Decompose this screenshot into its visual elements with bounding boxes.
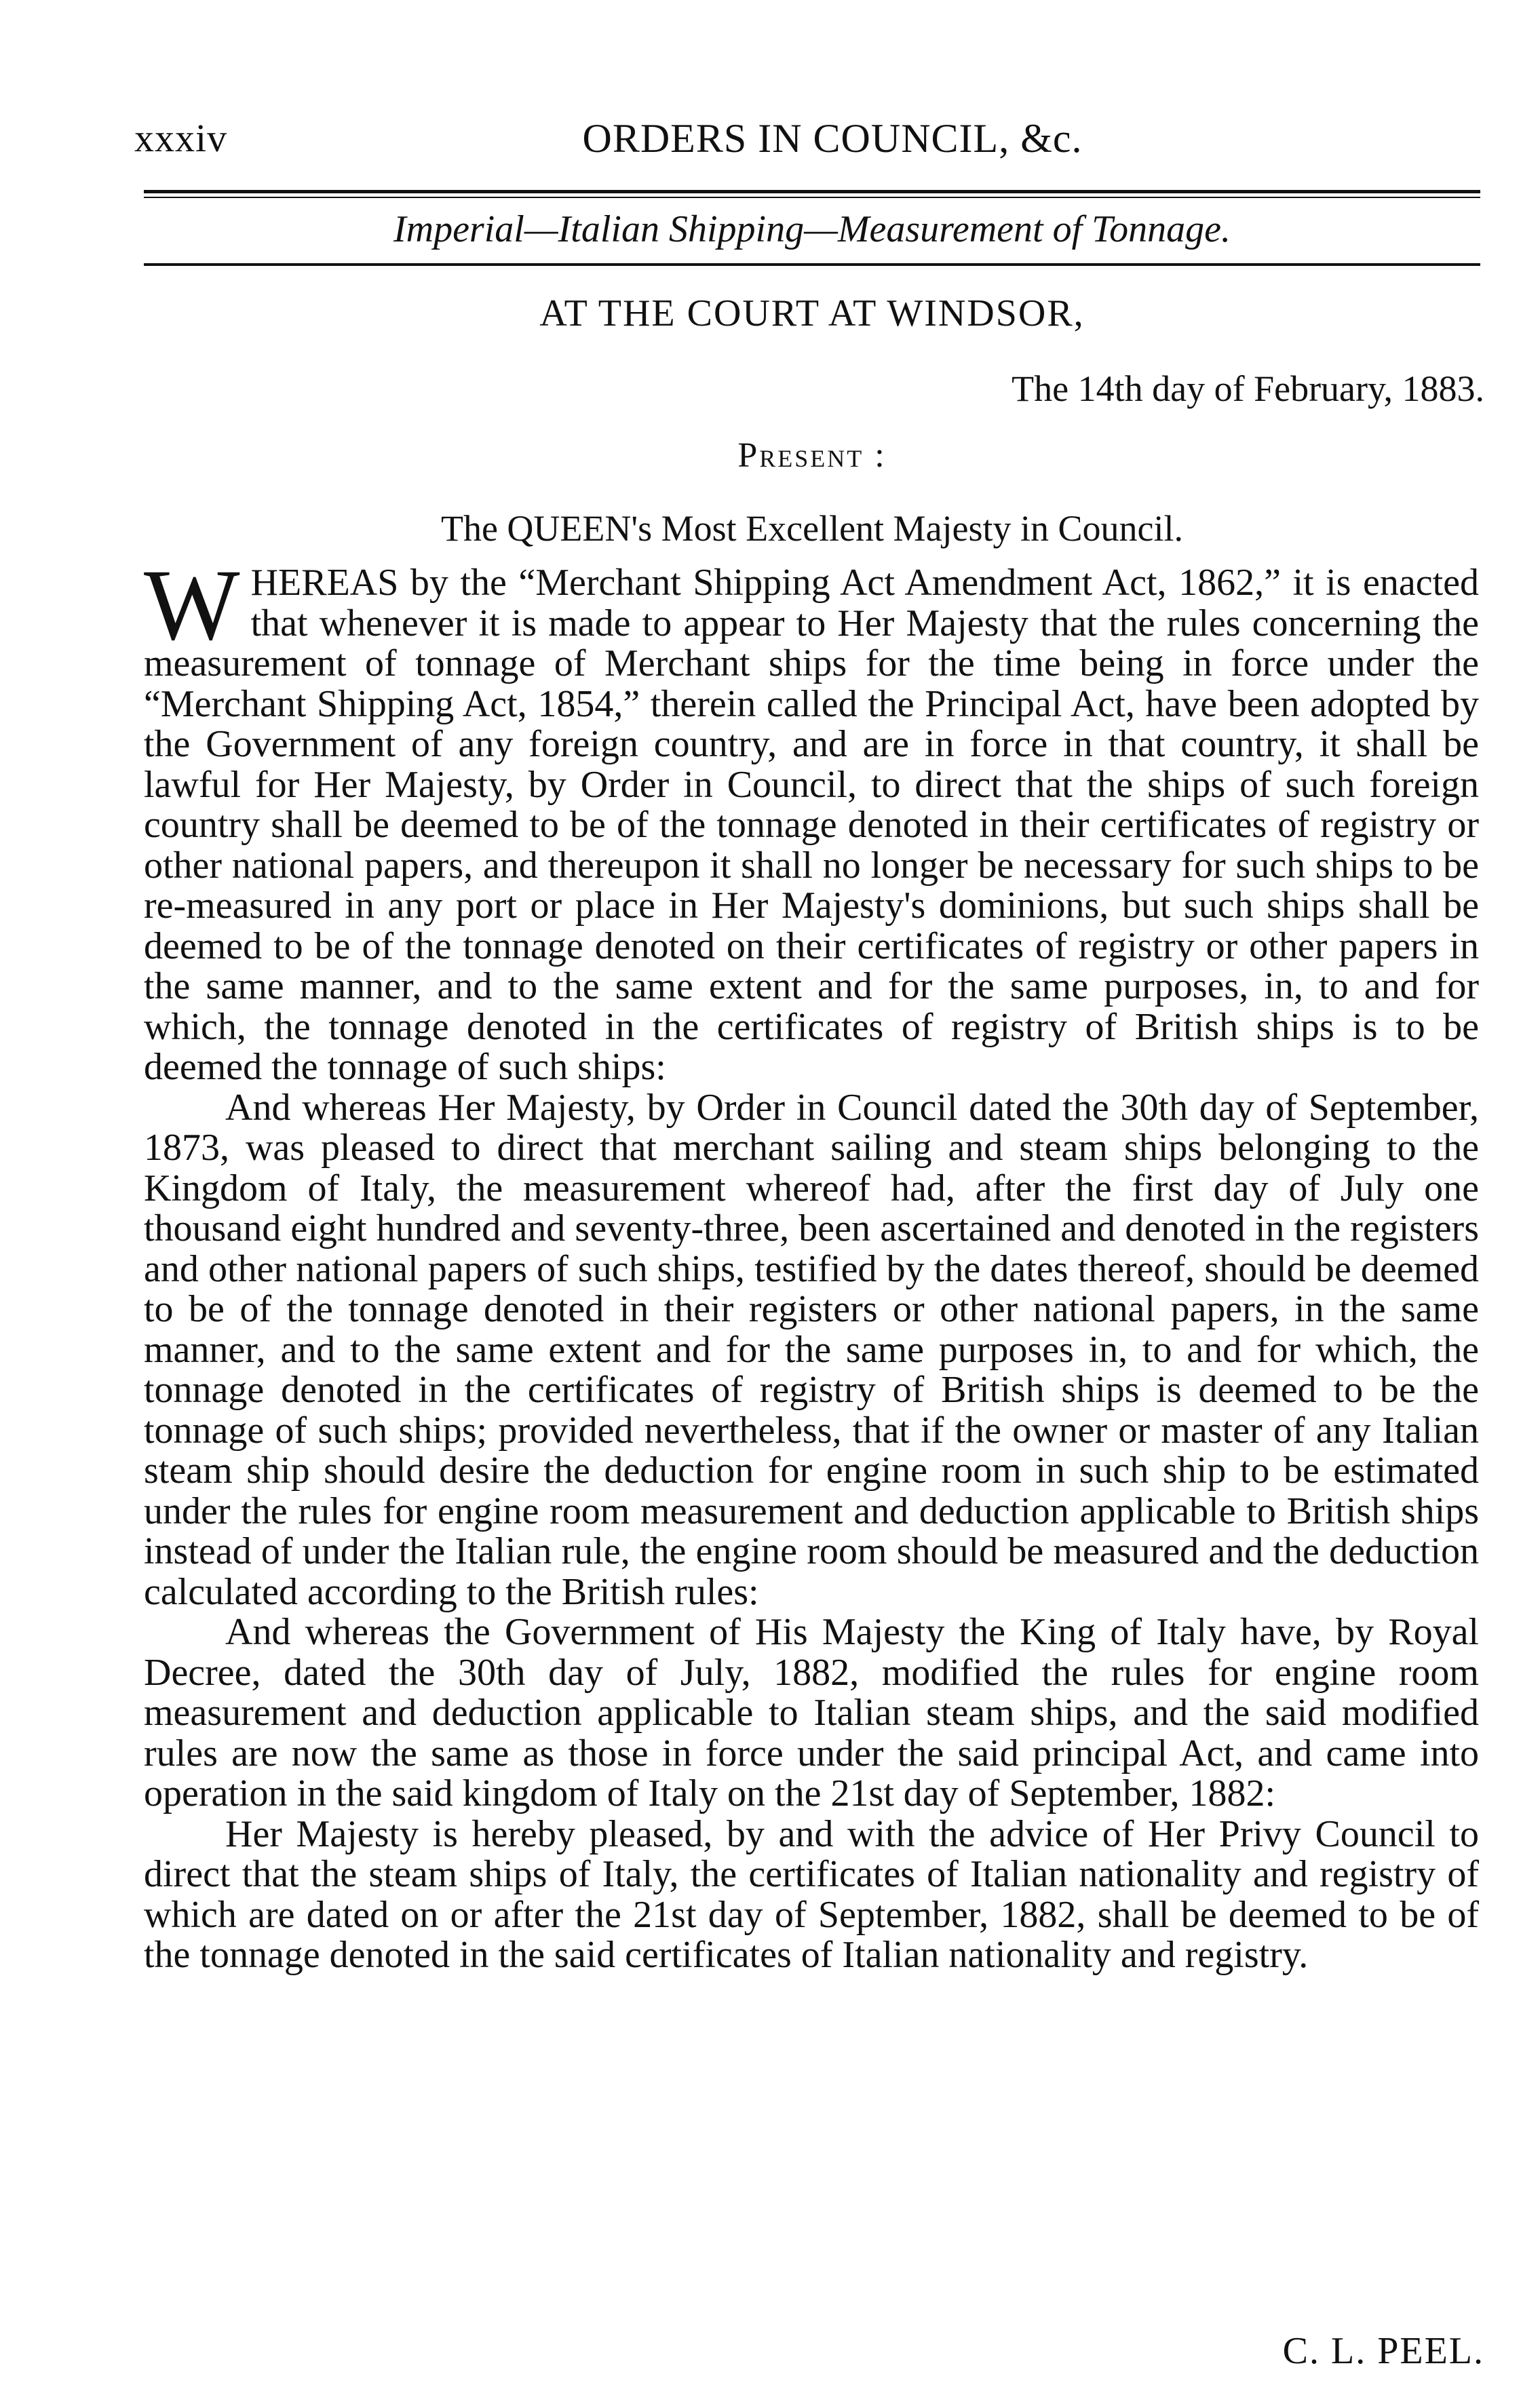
header-rule-thin: [144, 197, 1480, 198]
order-date: The 14th day of February, 1883.: [1012, 368, 1484, 409]
signature: C. L. PEEL.: [1282, 2330, 1484, 2372]
subject-heading: Imperial—Italian Shipping—Measurement of Tonnage.: [393, 208, 1231, 250]
paragraph-text: HEREAS by the “Merchant Shipping Act Amendment Act, 1862,” it is enacted that whenever it is made to appear to Her Majesty that the rules concerning the measurement of tonnage of Merchant ships for the time being in force under the “Merchant Shipping Act, 1854,” therein called the Principal Act, have been adopted by the Government of any foreign country, and are in force in that country, it shall be lawful for Her Majesty, by Order in Council, to direct that the ships of such foreign country shall be deemed to be of the tonnage denoted in their certificates of registry or other national papers, and thereupon it shall no longer be necessary for such ships to be re-measured in any port or place in Her Majesty's dominions, but such ships shall be deemed to be of the tonnage denoted on their certificates of registry or other papers in the same manner, and to the same extent and for the same purposes, in, to and for which, the tonnage denoted in the certificates of registry of British ships is to be deemed the tonnage of such ships:: [144, 562, 1479, 1088]
court-heading: AT THE COURT AT WINDSOR,: [539, 292, 1085, 334]
drop-cap: W: [144, 549, 240, 661]
paragraph-order: Her Majesty is hereby pleased, by and with the advice of Her Privy Council to direct that the steam ships of Italy, the certificates of Italian nationality and registry of which are dated on or after the 21st day of September, 1882, shall be deemed to be of the tonnage denoted in the said certificates of Italian nationality and registry.: [144, 1812, 1479, 1976]
paragraph-whereas-2: And whereas Her Majesty, by Order in Council dated the 30th day of September, 1873, was pleased to direct that merchant sailing and steam ships belonging to the Kingdom of Italy, the measurement whereof had, after the first day of July one thousand eight hundred and seventy-three, been ascertained and denoted in the registers and other national papers of such ships, testified by the dates thereof, should be deemed to be of the tonnage denoted in their registers or other national papers, in the same manner, and to the same extent and for the same purposes in, to and for which, the tonnage denoted in the certificates of registry of British ships is deemed to be the tonnage of such ships; provided nevertheless, that if the owner or master of any Italian steam ship should desire the deduction for engine room in such ship to be estimated under the rules for engine room measurement and deduction applicable to British ships instead of under the Italian rule, the engine room should be measured and the deduction calculated according to the British rules:: [144, 1086, 1479, 1613]
order-body: [144, 549, 1479, 1976]
paragraph-whereas-1: [144, 549, 1479, 1088]
subject-rule: [144, 263, 1480, 266]
header-rule-thick: [144, 190, 1480, 193]
present-heading: Present :: [737, 436, 887, 475]
queen-in-council: The QUEEN's Most Excellent Majesty in Council.: [440, 508, 1184, 549]
page-folio: xxxiv: [134, 116, 228, 160]
running-title: ORDERS IN COUNCIL, &c.: [582, 116, 1083, 161]
running-head: [134, 115, 1494, 170]
document-page: [134, 88, 1494, 2381]
paragraph-whereas-3: And whereas the Government of His Majesty the King of Italy have, by Royal Decree, dated the 30th day of July, 1882, modified the rules for engine room measurement and deduction applicable to Italian steam ships, and the said modified rules are now the same as those in force under the said principal Act, and came into operation in the said kingdom of Italy on the 21st day of September, 1882:: [144, 1611, 1479, 1814]
